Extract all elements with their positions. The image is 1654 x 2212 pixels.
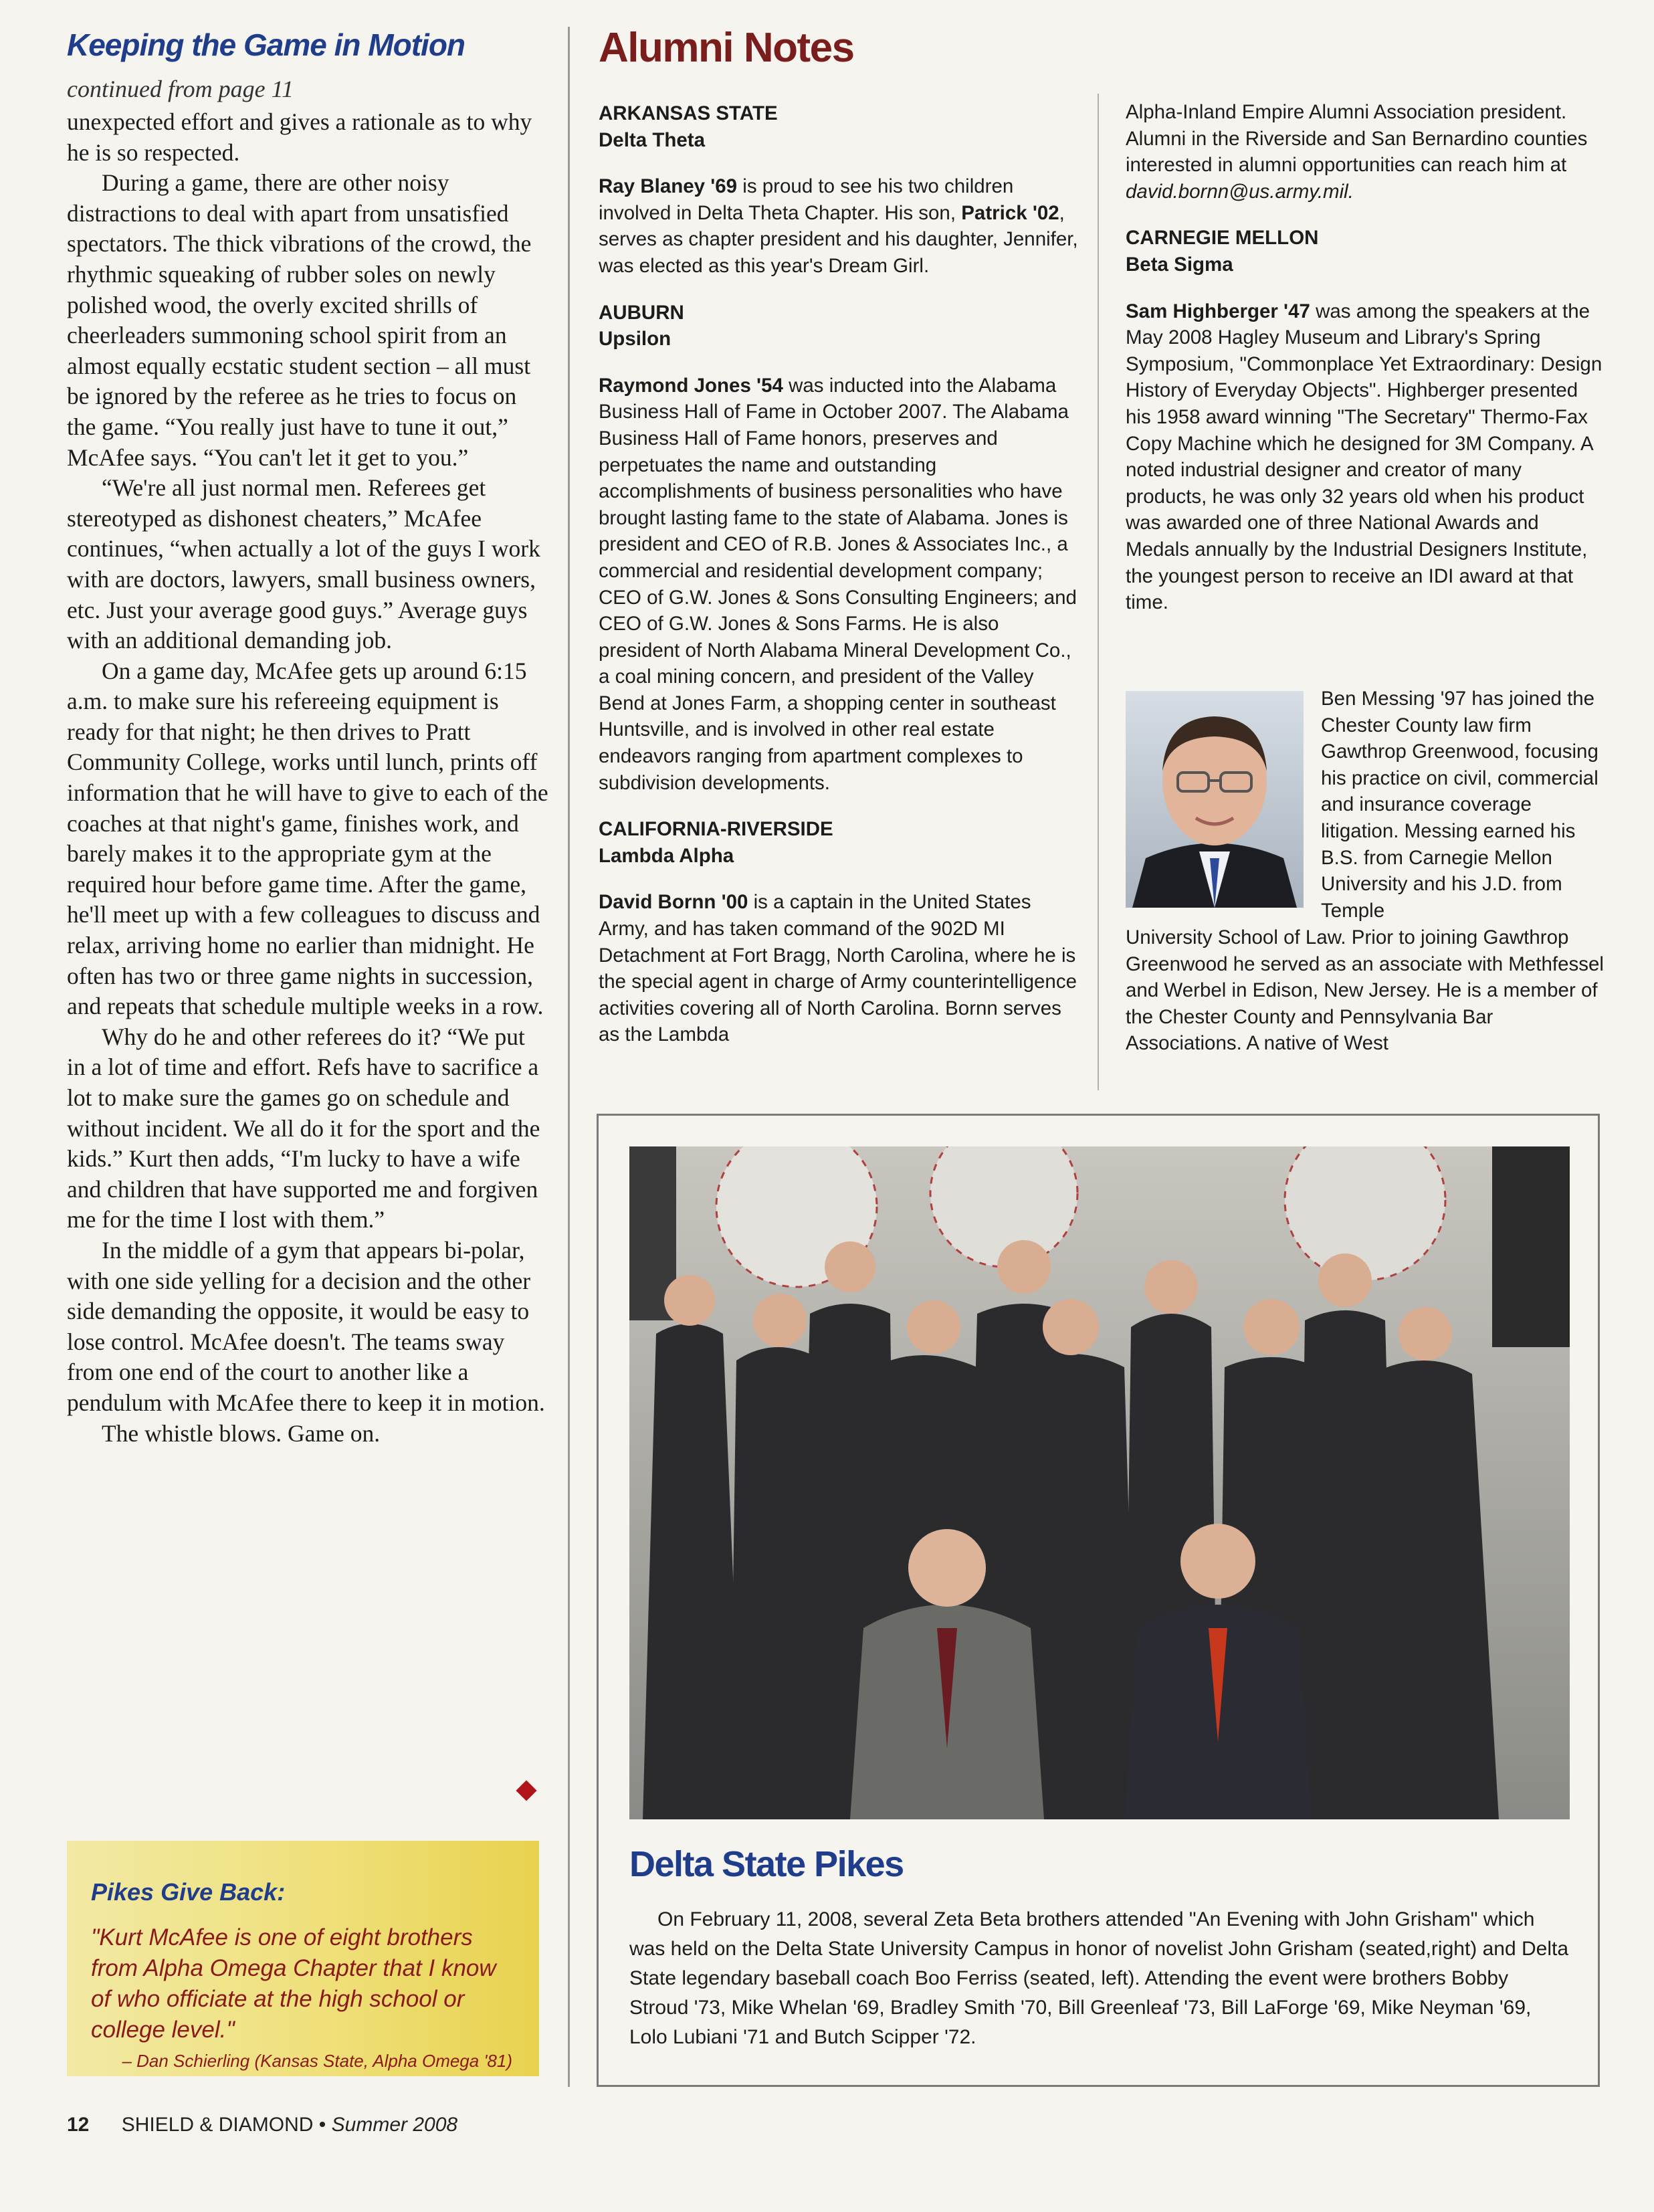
article-paragraph: The whistle blows. Game on. — [102, 1419, 381, 1447]
school-name: CALIFORNIA-RIVERSIDE — [599, 818, 833, 841]
alumnus-name: Sam Highberger '47 — [1126, 300, 1310, 322]
note-entry: David Bornn '00 is a captain in the United States Army, and has taken command of the 902D MI Detachment at Fort Bragg, North Carolina, where he is the special agent in charge of Army counterintelligence activities covering all of North Carolina. Bornn serves as the Lambda — [599, 891, 1077, 1046]
note-entry: Ray Blaney '69 is proud to see his two children involved in Delta Theta Chapter. His son, Patrick '02, serves as chapter president and his daughter, Jennifer, was elected as this year's Dream Girl. — [599, 175, 1078, 277]
email-address: david.bornn@us.army.mil. — [1126, 180, 1354, 203]
ben-messing-entry — [1126, 686, 1607, 926]
continued-note: continued from page 11 — [67, 76, 294, 102]
delta-state-title: Delta State Pikes — [629, 1844, 904, 1884]
chapter-name: Delta Theta — [599, 128, 706, 151]
school-name: AUBURN — [599, 301, 684, 324]
alumni-notes-column-2 — [1126, 99, 1607, 636]
school-name: ARKANSAS STATE — [599, 102, 778, 124]
chapter-name: Upsilon — [599, 328, 671, 350]
publication-name: SHIELD & DIAMOND — [121, 2114, 314, 2136]
note-entry-continued: University School of Law. Prior to joining Gawthrop Greenwood he served as an associate with Methfessel and Werbel in Edison, New Jersey. He is a member of the Chester County and Pennsylvania Bar Associations. A native of West — [1126, 926, 1604, 1055]
callout-attribution: – Dan Schierling (Kansas State, Alpha Omega '81) — [122, 2051, 512, 2071]
ben-messing-portrait — [1126, 691, 1304, 908]
group-photo-illustration — [629, 1146, 1570, 1819]
notes-column-divider — [1098, 94, 1099, 1090]
article-paragraph: “We're all just normal men. Referees get stereotyped as dishonest cheaters,” McAfee continues, “when actually a lot of the guys I work with are doctors, lawyers, small business owners, etc. Just your average good guys.” Average guys with an additional demanding job. — [67, 474, 540, 654]
article-paragraph: Why do he and other referees do it? “We put in a lot of time and effort. Refs have to sacrifice a lot to make sure the games go on schedule and without incident. We all do it for the sport and the kids.” Kurt then adds, “I'm lucky to have a wife and children that have supported me and forgiven me for the time I lost with them.” — [67, 1023, 540, 1233]
alumni-notes-title: Alumni Notes — [599, 25, 854, 71]
alumnus-name: Raymond Jones '54 — [599, 374, 783, 397]
photo-caption: On February 11, 2008, several Zeta Beta brothers attended "An Evening with John Grisham" which was held on the Delta State University Campus in honor of novelist John Grisham (seated,right) and Delta State legendary baseball coach Boo Ferriss (seated, left). Attending the event were brothers Bobby Stroud '73, Mike Whelan '69, Bradley Smith '70, Bill Greenleaf '73, Bill LaForge '69, Mike Neyman '69, Lolo Lubiani '71 and Butch Scipper '72. — [629, 1908, 1569, 2048]
chapter-name: Lambda Alpha — [599, 844, 734, 867]
note-entry-continued: Alpha-Inland Empire Alumni Association president. Alumni in the Riverside and San Bernardino counties interested in alumni opportunities can reach him at david.bornn@us.army.mil. — [1126, 101, 1588, 203]
chapter-heading-riverside — [599, 816, 1080, 869]
alumnus-name: Ray Blaney '69 — [599, 175, 738, 198]
alumnus-name: Patrick '02 — [961, 201, 1059, 224]
school-name: CARNEGIE MELLON — [1126, 227, 1319, 249]
delta-state-photo-box — [597, 1114, 1600, 2087]
alumnus-name: Ben Messing '97 — [1321, 688, 1467, 710]
callout-heading: Pikes Give Back: — [91, 1878, 286, 1906]
page-footer — [67, 2114, 457, 2136]
alumni-notes-column-1 — [599, 100, 1080, 1068]
column-divider — [568, 27, 570, 2087]
alumnus-name: David Bornn '00 — [599, 891, 748, 914]
article-title: Keeping the Game in Motion — [67, 27, 466, 62]
issue-date: Summer 2008 — [331, 2114, 458, 2136]
article-paragraph: During a game, there are other noisy distractions to deal with apart from unsatisfied spectators. The thick vibrations of the crowd, the rhythmic squeaking of rubber soles on newly polished wood, the overly excited shrills of cheerleaders summoning school spirit from an almost equally ecstatic student section – all must be ignored by the referee as he tries to focus on the game. “You really just have to tune it out,” McAfee says. “You can't let it get to you.” — [67, 169, 532, 471]
article-body — [67, 107, 548, 1449]
chapter-heading-auburn — [599, 300, 1080, 353]
note-entry: Sam Highberger '47 was among the speakers at the May 2008 Hagley Museum and Library's Spring Symposium, "Commonplace Yet Extraordinary: Design History of Everyday Objects". Highberger presented his 1958 award winning "The Secretary" Thermo-Fax Copy Machine which he designed for 3M Company. A noted industrial designer and creator of many products, he was only 32 years old when his product was awarded one of three National Awards and Medals annually by the Industrial Designers Institute, the youngest person to receive an IDI award at that time. — [1126, 300, 1603, 614]
portrait-illustration — [1126, 691, 1304, 908]
pikes-give-back-callout — [67, 1841, 539, 2076]
article-paragraph: In the middle of a gym that appears bi-polar, with one side yelling for a decision and the other side demanding the opposite, it would be easy to lose control. McAfee doesn't. The teams sway from one end of the court to another like a pendulum with McAfee there to keep it in motion. — [67, 1236, 545, 1416]
group-photograph — [629, 1146, 1570, 1819]
article-paragraph: On a game day, McAfee gets up around 6:15 a.m. to make sure his refereeing equipment is ready for that night; he then drives to Pratt Community College, works until lunch, prints off information that he will have to give to each of the coaches at that night's game, finishes work, and barely makes it to the appropriate gym at the required hour before game time. After the game, he'll meet up with a few colleagues to discuss and relax, arriving home no earlier than midnight. He often has two or three game nights in succession, and repeats that schedule multiple weeks in a row. — [67, 657, 548, 1020]
article-paragraph: unexpected effort and gives a rationale as to why he is so respected. — [67, 108, 532, 166]
chapter-name: Beta Sigma — [1126, 253, 1233, 276]
end-diamond-icon — [516, 1780, 536, 1801]
ben-messing-text: Ben Messing '97 has joined the Chester County law firm Gawthrop Greenwood, focusing his practice on civil, commercial and insurance coverage litigation. Messing earned his B.S. from Carnegie Mellon University and his J.D. from Temple — [1321, 688, 1598, 922]
page-number: 12 — [67, 2114, 90, 2136]
note-entry: Raymond Jones '54 was inducted into the Alabama Business Hall of Fame in October 2007. The Alabama Business Hall of Fame honors, preserves and perpetuates the name and outstanding accomplishments of business personalities who have brought lasting fame to the state of Alabama. Jones is president and CEO of R.B. Jones & Associates Inc., a commercial and residential development company; CEO of G.W. Jones & Sons Consulting Engineers; and CEO of G.W. Jones & Sons Farms. He is also president of North Alabama Mineral Development Co., a coal mining concern, and president of the Valley Bend at Jones Farm, a shopping center in southeast Huntsville, and is involved in other real estate endeavors ranging from apartment complexes to subdivision developments. — [599, 374, 1077, 794]
chapter-heading-carnegie — [1126, 225, 1607, 278]
article-column — [67, 27, 548, 1449]
footer-separator: • — [318, 2114, 326, 2136]
chapter-heading-arkansas — [599, 100, 1080, 153]
callout-quote: "Kurt McAfee is one of eight brothers from Alpha Omega Chapter that I know of who officiate at the high school or college level." — [91, 1924, 496, 2043]
